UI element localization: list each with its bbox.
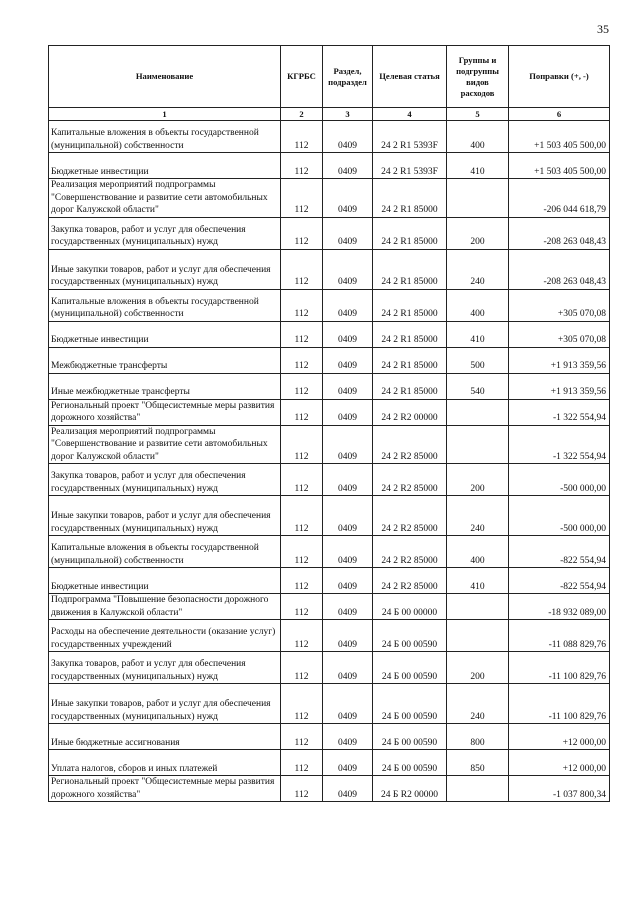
header-name: Наименование [49,46,281,108]
row-grbs: 112 [281,425,323,464]
row-grbs: 112 [281,776,323,802]
row-section: 0409 [323,373,373,399]
column-number: 3 [323,108,373,121]
row-target: 24 2 R1 85000 [373,321,447,347]
column-number: 5 [447,108,509,121]
row-grbs: 112 [281,496,323,536]
row-group: 410 [447,153,509,179]
row-amount: +1 503 405 500,00 [509,121,610,153]
row-amount: +1 503 405 500,00 [509,153,610,179]
table-row [49,217,610,249]
header-grbs: КГРБС [281,46,323,108]
table-row [49,249,610,289]
table-row [49,750,610,776]
row-target: 24 2 R2 85000 [373,464,447,496]
table-row [49,776,610,802]
row-target: 24 Б 00 00590 [373,724,447,750]
row-grbs: 112 [281,289,323,321]
header-groups: Группы и подгруппы видов расходов [447,46,509,108]
row-section: 0409 [323,121,373,153]
row-name: Закупка товаров, работ и услуг для обеспечения государственных (муниципальных) нужд [49,464,281,496]
row-name: Иные межбюджетные трансферты [49,373,281,399]
row-name: Региональный проект "Общесистемные меры развития дорожного хозяйства" [49,776,281,802]
row-grbs: 112 [281,179,323,218]
row-amount: -1 322 554,94 [509,399,610,425]
row-target: 24 2 R1 85000 [373,289,447,321]
row-target: 24 2 R1 85000 [373,217,447,249]
row-group: 400 [447,536,509,568]
row-group: 200 [447,652,509,684]
table-row [49,620,610,652]
row-group [447,425,509,464]
row-grbs: 112 [281,594,323,620]
column-number: 1 [49,108,281,121]
column-number: 6 [509,108,610,121]
row-amount: +1 913 359,56 [509,347,610,373]
row-amount: +1 913 359,56 [509,373,610,399]
row-group: 400 [447,121,509,153]
row-section: 0409 [323,179,373,218]
table-row [49,536,610,568]
row-name: Иные закупки товаров, работ и услуг для обеспечения государственных (муниципальных) нужд [49,496,281,536]
table-row [49,179,610,218]
row-group [447,399,509,425]
table-row [49,568,610,594]
header-row [49,46,610,108]
row-target: 24 2 R1 85000 [373,347,447,373]
table-row [49,289,610,321]
row-amount: -822 554,94 [509,568,610,594]
table-row [49,594,610,620]
row-name: Реализация мероприятий подпрограммы "Совершенствование и развитие сети автомобильных дорог Калужской области" [49,179,281,218]
row-amount: -18 932 089,00 [509,594,610,620]
row-name: Расходы на обеспечение деятельности (оказание услуг) государственных учреждений [49,620,281,652]
row-group: 500 [447,347,509,373]
row-target: 24 2 R2 85000 [373,536,447,568]
table-row [49,321,610,347]
row-target: 24 2 R2 85000 [373,425,447,464]
row-group: 240 [447,684,509,724]
row-name: Капитальные вложения в объекты государственной (муниципальной) собственности [49,536,281,568]
row-group: 410 [447,321,509,347]
row-section: 0409 [323,652,373,684]
row-name: Межбюджетные трансферты [49,347,281,373]
row-section: 0409 [323,217,373,249]
table-row [49,373,610,399]
row-name: Закупка товаров, работ и услуг для обеспечения государственных (муниципальных) нужд [49,217,281,249]
table-row [49,496,610,536]
row-grbs: 112 [281,373,323,399]
row-grbs: 112 [281,153,323,179]
row-name: Региональный проект "Общесистемные меры развития дорожного хозяйства" [49,399,281,425]
row-amount: -11 100 829,76 [509,652,610,684]
row-amount: +12 000,00 [509,724,610,750]
row-section: 0409 [323,536,373,568]
row-target: 24 2 R1 5393F [373,121,447,153]
row-target: 24 Б 00 00000 [373,594,447,620]
row-grbs: 112 [281,536,323,568]
row-grbs: 112 [281,684,323,724]
table-row [49,684,610,724]
row-section: 0409 [323,724,373,750]
table-row [49,652,610,684]
row-section: 0409 [323,464,373,496]
row-section: 0409 [323,684,373,724]
row-grbs: 112 [281,464,323,496]
row-section: 0409 [323,496,373,536]
row-group: 200 [447,217,509,249]
row-grbs: 112 [281,121,323,153]
row-grbs: 112 [281,321,323,347]
row-name: Реализация мероприятий подпрограммы "Совершенствование и развитие сети автомобильных дорог Калужской области" [49,425,281,464]
column-number-row [49,108,610,121]
row-section: 0409 [323,425,373,464]
row-amount: -206 044 618,79 [509,179,610,218]
row-target: 24 2 R1 85000 [373,179,447,218]
row-section: 0409 [323,594,373,620]
row-amount: -208 263 048,43 [509,217,610,249]
row-name: Капитальные вложения в объекты государственной (муниципальной) собственности [49,121,281,153]
row-name: Иные закупки товаров, работ и услуг для обеспечения государственных (муниципальных) нужд [49,249,281,289]
row-section: 0409 [323,347,373,373]
header-section: Раздел, подраздел [323,46,373,108]
row-name: Подпрограмма "Повышение безопасности дорожного движения в Калужской области" [49,594,281,620]
row-target: 24 2 R2 85000 [373,568,447,594]
row-name: Бюджетные инвестиции [49,153,281,179]
row-section: 0409 [323,568,373,594]
row-group: 240 [447,249,509,289]
row-target: 24 2 R2 00000 [373,399,447,425]
row-section: 0409 [323,289,373,321]
row-grbs: 112 [281,724,323,750]
row-section: 0409 [323,620,373,652]
row-group: 410 [447,568,509,594]
row-target: 24 2 R2 85000 [373,496,447,536]
row-group: 200 [447,464,509,496]
row-name: Закупка товаров, работ и услуг для обеспечения государственных (муниципальных) нужд [49,652,281,684]
row-grbs: 112 [281,399,323,425]
row-amount: -11 088 829,76 [509,620,610,652]
row-target: 24 Б 00 00590 [373,684,447,724]
row-amount: -500 000,00 [509,496,610,536]
row-name: Бюджетные инвестиции [49,321,281,347]
row-target: 24 Б 00 00590 [373,652,447,684]
row-section: 0409 [323,750,373,776]
table-row [49,724,610,750]
table-row [49,153,610,179]
table-row [49,399,610,425]
row-amount: -500 000,00 [509,464,610,496]
table-row [49,464,610,496]
row-section: 0409 [323,399,373,425]
row-grbs: 112 [281,750,323,776]
row-target: 24 Б R2 00000 [373,776,447,802]
row-section: 0409 [323,249,373,289]
row-name: Бюджетные инвестиции [49,568,281,594]
header-target: Целевая статья [373,46,447,108]
row-group: 850 [447,750,509,776]
row-amount: +12 000,00 [509,750,610,776]
table-row [49,347,610,373]
row-name: Иные закупки товаров, работ и услуг для обеспечения государственных (муниципальных) нужд [49,684,281,724]
row-group: 540 [447,373,509,399]
row-section: 0409 [323,153,373,179]
row-grbs: 112 [281,652,323,684]
row-group: 400 [447,289,509,321]
page-number: 35 [597,22,609,36]
row-name: Иные бюджетные ассигнования [49,724,281,750]
row-target: 24 2 R1 85000 [373,249,447,289]
table-row [49,121,610,153]
column-number: 2 [281,108,323,121]
row-target: 24 Б 00 00590 [373,750,447,776]
row-grbs: 112 [281,347,323,373]
header-amendments: Поправки (+, -) [509,46,610,108]
row-group: 240 [447,496,509,536]
row-group [447,179,509,218]
row-group [447,620,509,652]
budget-amendments-table [48,45,610,802]
row-section: 0409 [323,776,373,802]
row-grbs: 112 [281,217,323,249]
row-grbs: 112 [281,249,323,289]
column-number: 4 [373,108,447,121]
row-amount: -822 554,94 [509,536,610,568]
row-amount: -11 100 829,76 [509,684,610,724]
row-group [447,776,509,802]
row-group: 800 [447,724,509,750]
row-target: 24 Б 00 00590 [373,620,447,652]
row-amount: +305 070,08 [509,321,610,347]
row-grbs: 112 [281,620,323,652]
row-amount: -1 322 554,94 [509,425,610,464]
table-row [49,425,610,464]
row-section: 0409 [323,321,373,347]
row-name: Уплата налогов, сборов и иных платежей [49,750,281,776]
row-amount: -1 037 800,34 [509,776,610,802]
row-amount: -208 263 048,43 [509,249,610,289]
row-name: Капитальные вложения в объекты государственной (муниципальной) собственности [49,289,281,321]
row-target: 24 2 R1 85000 [373,373,447,399]
row-grbs: 112 [281,568,323,594]
row-group [447,594,509,620]
row-target: 24 2 R1 5393F [373,153,447,179]
row-amount: +305 070,08 [509,289,610,321]
